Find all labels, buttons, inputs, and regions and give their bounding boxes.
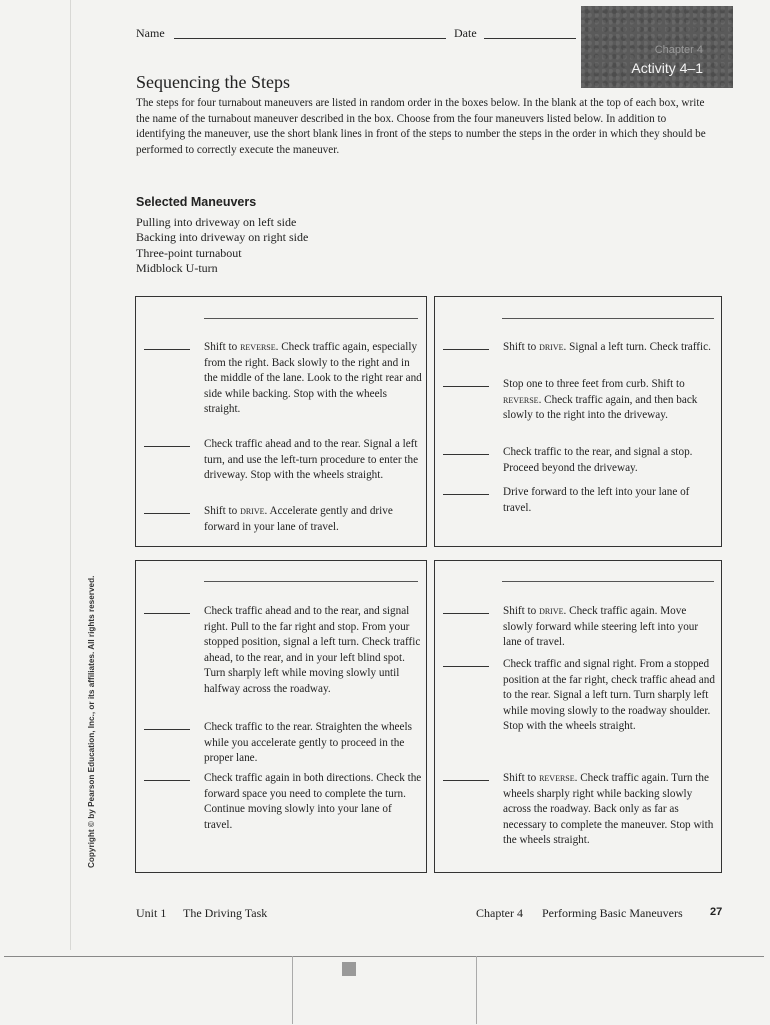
step-number-blank[interactable] xyxy=(144,613,190,614)
step-number-blank[interactable] xyxy=(443,386,489,387)
step-number-blank[interactable] xyxy=(144,513,190,514)
step-text: Shift to drive. Signal a left turn. Check traffic. xyxy=(503,341,711,353)
maneuver-item: Three-point turnabout xyxy=(136,245,242,260)
scanner-edge xyxy=(4,956,764,1025)
page-number: 27 xyxy=(710,906,723,918)
footer-unit: Unit 1 xyxy=(136,906,167,920)
footer-unit-title: The Driving Task xyxy=(183,906,268,920)
maneuver-name-blank[interactable] xyxy=(502,581,714,582)
scanner-divider xyxy=(292,956,293,1024)
step-text: Check traffic to the rear, and signal a stop. Proceed beyond the driveway. xyxy=(503,446,693,474)
maneuver-item: Pulling into driveway on left side xyxy=(136,215,297,229)
step-number-blank[interactable] xyxy=(144,446,190,447)
step-text: Check traffic to the rear. Straighten the wheels while you accelerate gently to proceed in the proper lane. xyxy=(204,721,412,765)
activity-badge-label: Activity 4–1 xyxy=(631,60,703,76)
step-number-blank[interactable] xyxy=(443,613,489,614)
step-text: Check traffic ahead and to the rear. Signal a left turn, and use the left-turn procedure to enter the driveway. Stop with the wheels straight. xyxy=(204,438,419,482)
step-text: Drive forward to the left into your lane of travel. xyxy=(503,486,690,514)
step-text: Shift to reverse. Check traffic again, especially from the right. Back slowly to the right and in the middle of the lane. Look to the right rear and side while backing. Stop with the wheels straight. xyxy=(204,341,422,416)
name-label: Name xyxy=(136,26,165,40)
instructions: The steps for four turnabout maneuvers are listed in random order in the boxes below. In the blank at the top of each box, write the name of the turnabout maneuver described in the box. Choose from the four maneuvers listed below. In addition to identifying the maneuver, use the short blank lines in front of the steps to number the steps in the order in which they should be performed to correctly execute the maneuver. xyxy=(136,97,706,156)
step-number-blank[interactable] xyxy=(443,666,489,667)
copyright-notice: Copyright © by Pearson Education, Inc., or its affiliates. All rights reserved. xyxy=(87,575,96,868)
date-label: Date xyxy=(454,26,477,40)
film-icon xyxy=(342,962,356,976)
step-number-blank[interactable] xyxy=(443,780,489,781)
selected-maneuvers-heading: Selected Maneuvers xyxy=(136,195,257,209)
step-text: Shift to drive. Check traffic again. Move slowly forward while steering left into your lane of travel. xyxy=(503,605,699,649)
step-number-blank[interactable] xyxy=(443,349,489,350)
maneuver-item: Midblock U-turn xyxy=(136,261,218,276)
step-number-blank[interactable] xyxy=(443,494,489,495)
step-text: Check traffic and signal right. From a stopped position at the far right, check traffic ahead and to the rear. Signal a left turn. Turn sharply left while moving slowly to the roadway shoulder. Stop with the wheels straight. xyxy=(503,658,715,733)
step-number-blank[interactable] xyxy=(144,780,190,781)
maneuver-list xyxy=(136,215,308,277)
activity-badge xyxy=(581,6,733,88)
step-number-blank[interactable] xyxy=(144,349,190,350)
step-number-blank[interactable] xyxy=(144,729,190,730)
step-text: Shift to drive. Accelerate gently and drive forward in your lane of travel. xyxy=(204,505,393,533)
maneuver-name-blank[interactable] xyxy=(204,318,418,319)
page-edge xyxy=(70,0,71,950)
scanner-divider xyxy=(476,956,477,1024)
step-text: Stop one to three feet from curb. Shift to reverse. Check traffic again, and then back slowly to the right into the driveway. xyxy=(503,378,698,422)
date-blank[interactable] xyxy=(484,38,576,39)
page-title: Sequencing the Steps xyxy=(136,72,290,92)
step-number-blank[interactable] xyxy=(443,454,489,455)
maneuver-name-blank[interactable] xyxy=(204,581,418,582)
step-text: Check traffic again in both directions. Check the forward space you need to complete the turn. Continue moving slowly into your lane of travel. xyxy=(204,772,422,831)
step-text: Check traffic ahead and to the rear, and signal right. Pull to the far right and stop. From your stopped position, signal a left turn. Check traffic ahead, to the rear, and in your left blind spot. Turn sharply left while moving slowly until halfway across the roadway. xyxy=(204,605,421,695)
footer-chapter-title: Performing Basic Maneuvers xyxy=(542,906,683,920)
name-blank[interactable] xyxy=(174,38,446,39)
maneuver-item: Backing into driveway on right side xyxy=(136,230,309,245)
chapter-badge-label: Chapter 4 xyxy=(654,44,703,56)
footer-chapter: Chapter 4 xyxy=(476,906,523,920)
step-text: Shift to reverse. Check traffic again. Turn the wheels sharply right while backing slowly across the roadway. Back only as far as necessary to complete the maneuver. Stop with the wheels straight. xyxy=(503,772,714,847)
maneuver-name-blank[interactable] xyxy=(502,318,714,319)
